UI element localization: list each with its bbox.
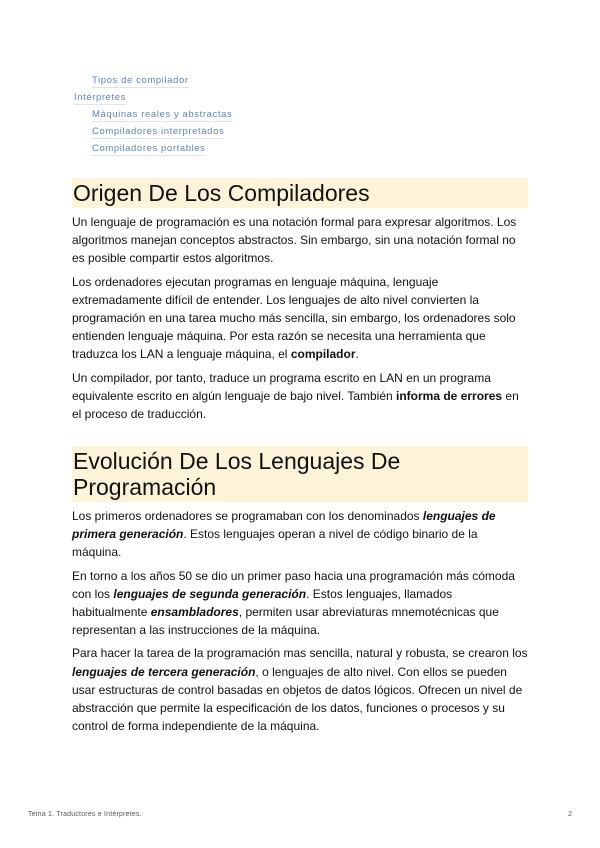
toc-link-compiladores-interpretados[interactable]: Compiladores interpretados <box>92 126 225 137</box>
toc-link-interpretes[interactable]: Intérpretes <box>74 92 127 103</box>
table-of-contents <box>72 73 232 158</box>
bold-italic-term: ensambladores <box>150 605 239 620</box>
toc-link-compiladores-portables[interactable]: Compiladores portables <box>92 143 206 154</box>
paragraph: Para hacer la tarea de la programación mas sencilla, natural y robusta, se crearon los lenguajes de tercera generación, o lenguajes de alto nivel. Con ellos se pueden usar estructuras de control basadas en objetos de datos lógicos. Ofrecen un nivel de abstracción que permite la especificación de los datos, funciones o procesos y su control de forma independiente de la máquina. <box>72 646 528 734</box>
paragraph: Un compilador, por tanto, traduce un programa escrito en LAN en un programa equivalente escrito en algún lenguaje de bajo nivel. También informa de errores en el proceso de traducción. <box>72 370 519 422</box>
toc-item <box>72 107 232 124</box>
toc-link-maquinas-reales[interactable]: Máquinas reales y abstractas <box>92 109 233 120</box>
paragraph: En torno a los años 50 se dio un primer paso hacia una programación más cómoda con los lenguajes de segunda generación. Estos lenguajes, llamados habitualmente ensambladores, permiten usar abreviaturas mnemotécnicas que representan a las instrucciones de la máquina. <box>72 568 515 638</box>
section-evolucion <box>72 446 528 740</box>
toc-item <box>72 124 232 141</box>
bold-italic-term: lenguajes de primera generación <box>72 509 496 542</box>
bold-italic-term: lenguajes de segunda generación <box>113 586 307 601</box>
section-heading: Origen De Los Compiladores <box>72 178 528 208</box>
paragraph: Los primeros ordenadores se programaban con los denominados lenguajes de primera generación. Estos lenguajes operan a nivel de código binario de la máquina. <box>72 509 496 560</box>
paragraph: Los ordenadores ejecutan programas en lenguaje máquina, lenguaje extremadamente difícil de entender. Los lenguajes de alto nivel convierten la programación en una tarea mucho más sencilla, sin embargo, los ordenadores solo entienden lenguaje máquina. Por esta razón se necesita una herramienta que traduzca los LAN a lenguaje máquina, el compilador. <box>72 274 516 362</box>
bold-term: informa de errores <box>396 388 503 403</box>
toc-item <box>72 141 232 158</box>
paragraph: Un lenguaje de programación es una notación formal para expresar algoritmos. Los algoritmos manejan conceptos abstractos. Sin embargo, sin una notación formal no es posible compartir estos algoritmos. <box>72 215 517 266</box>
footer-title: Tema 1. Traductores e Intérpretes. <box>28 811 142 818</box>
section-heading: Evolución De Los Lenguajes De Programación <box>72 446 528 502</box>
page-number: 2 <box>568 811 572 818</box>
bold-term: compilador <box>290 347 356 362</box>
toc-item <box>72 90 232 107</box>
bold-italic-term: lenguajes de tercera generación <box>72 664 256 679</box>
toc-link-tipos-de-compilador[interactable]: Tipos de compilador <box>92 75 189 86</box>
toc-item <box>72 73 232 90</box>
section-origen <box>72 178 528 428</box>
